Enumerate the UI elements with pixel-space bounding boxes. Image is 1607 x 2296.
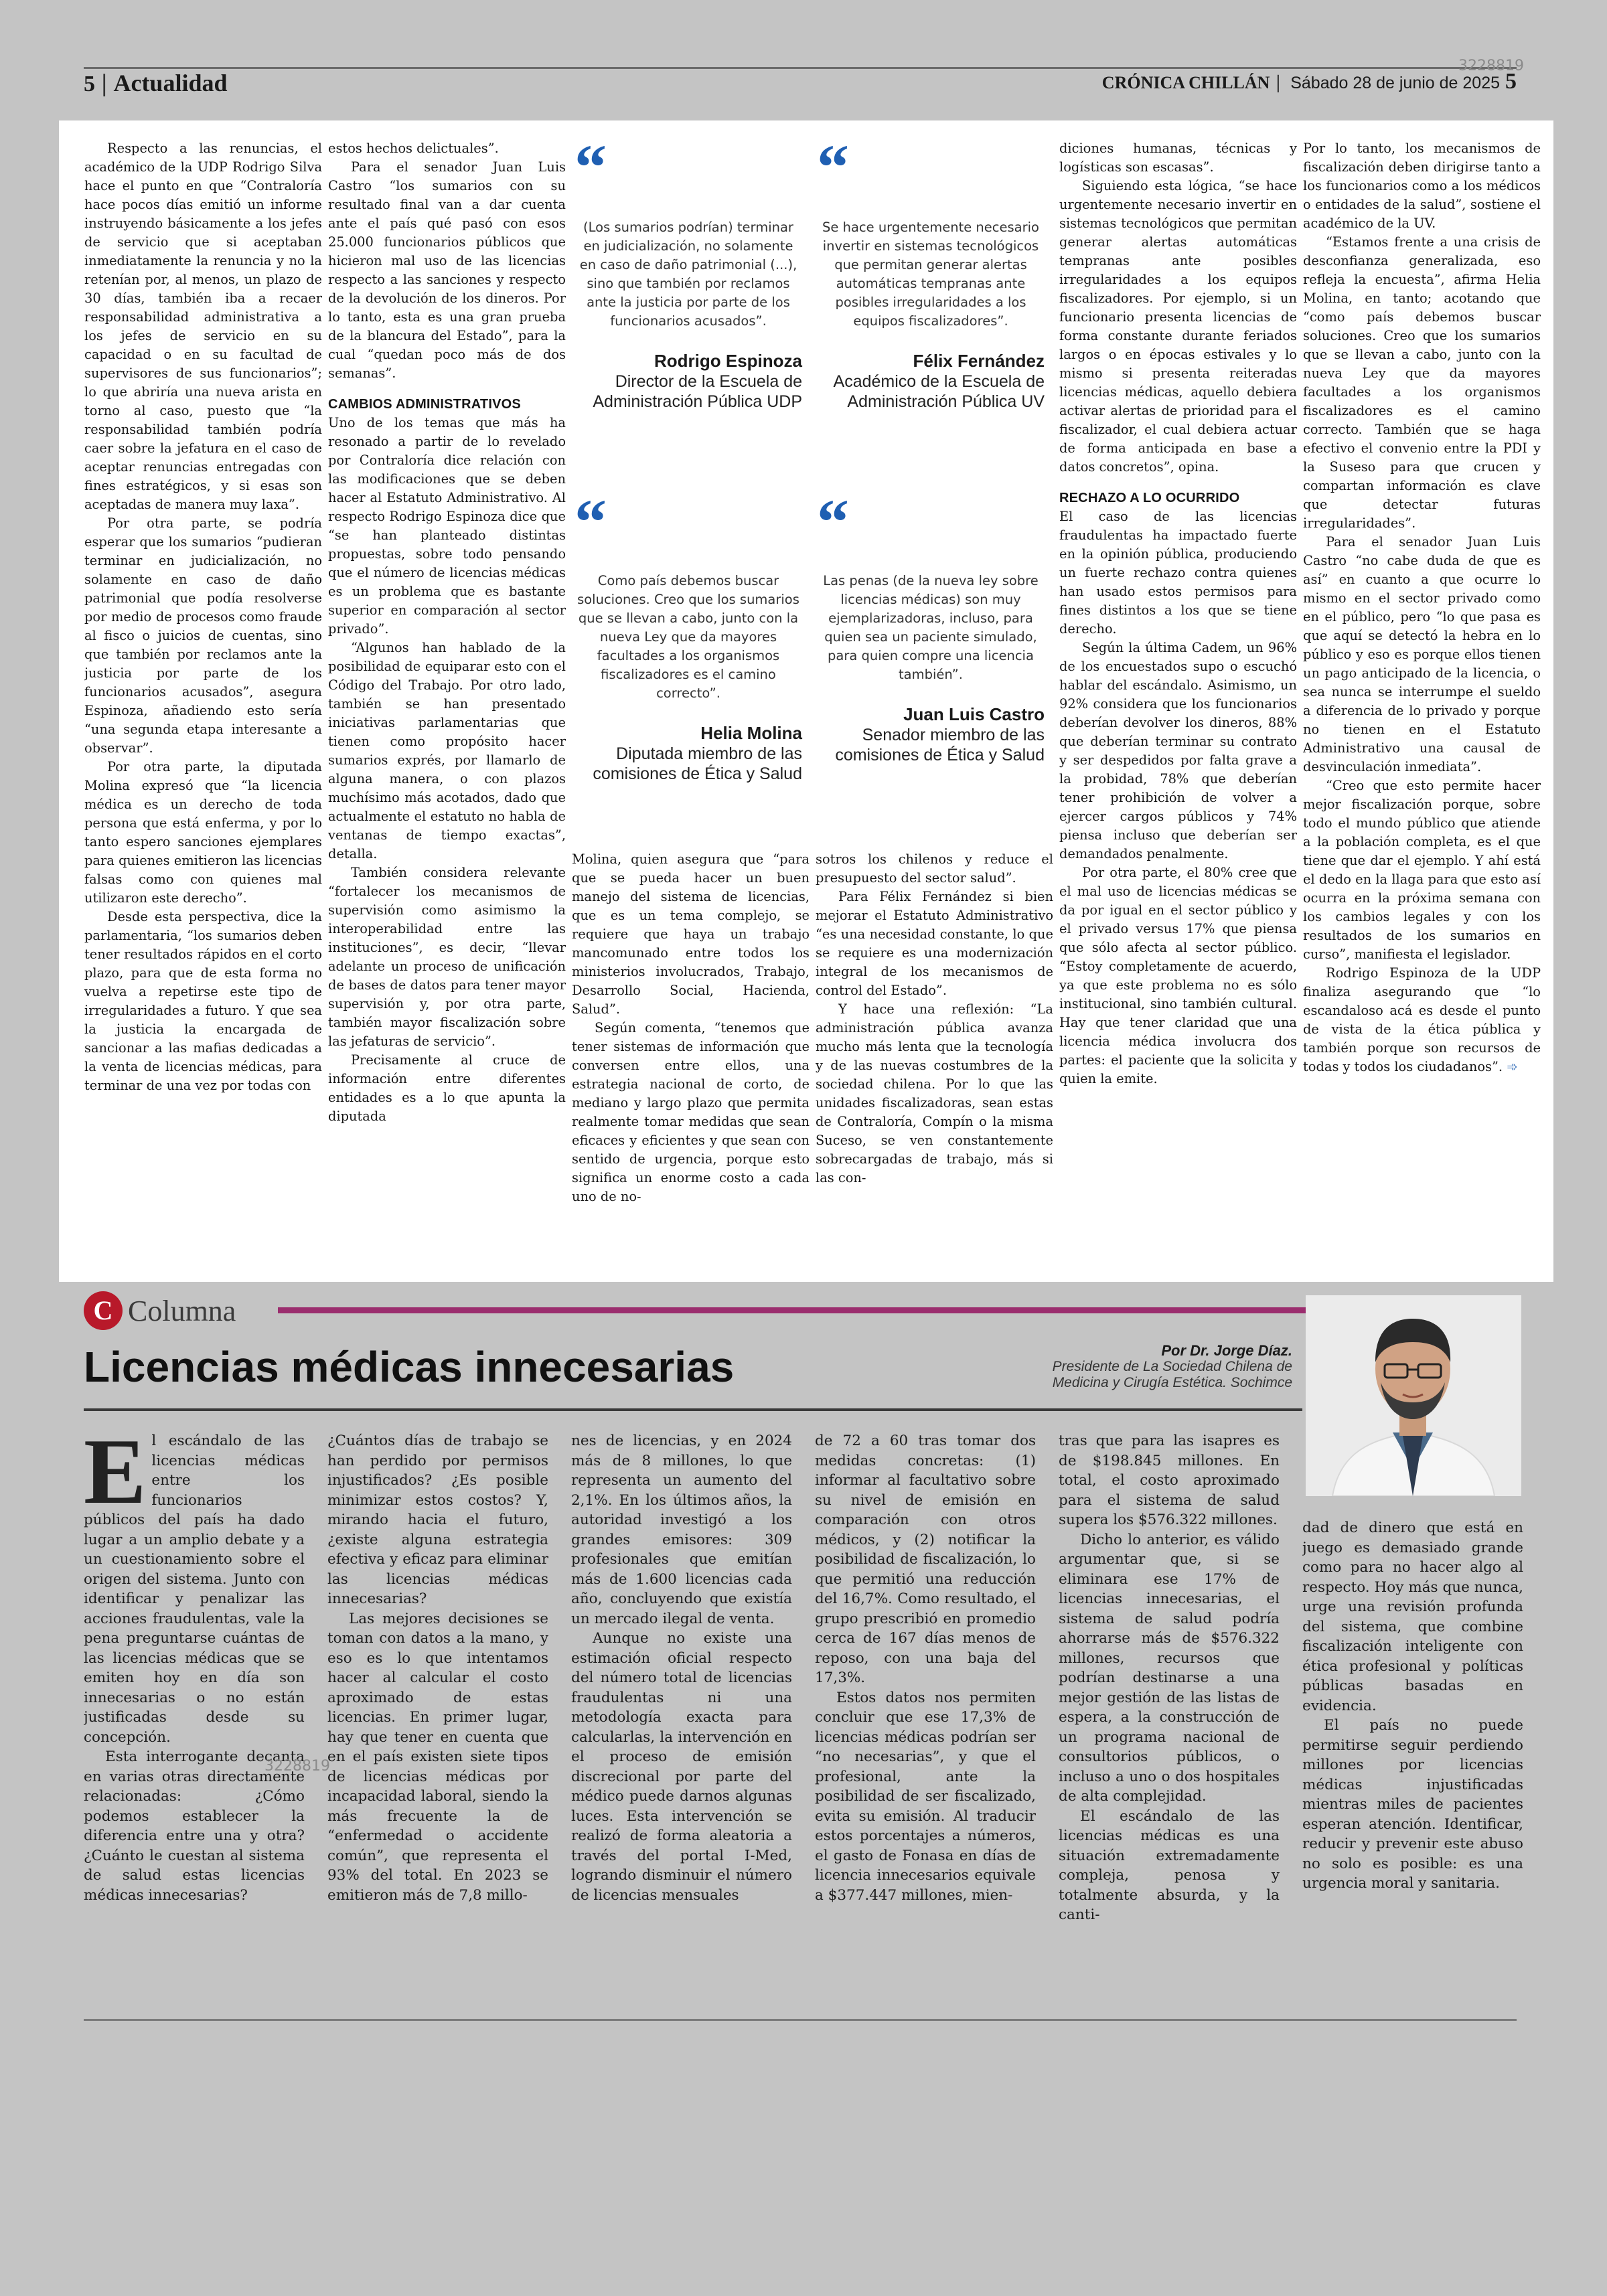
issue-date: Sábado 28 de junio de 2025 bbox=[1290, 74, 1500, 92]
column-paragraph: dad de dinero que está en juego es demasiado grande como para no hacer algo al respecto. Hoy más que nunca, urge una revisión profunda del sistema, que combine fiscalización inteligente con ética profesional y políticas públicas basadas en evidencia. bbox=[1302, 1520, 1523, 1714]
column-text-col-1 bbox=[84, 1431, 305, 1905]
column-opening-text: l escándalo de las licencias médicas entre los funcionarios públicos del país ha dado lugar a un amplio debate y a un cuestionamiento sobre el origen del sistema. Junto con identificar y penalizar las acciones fraudulentas, vale la pena preguntarse cuántas de las licencias médicas que se emiten hoy en día son innecesarias o no están justificadas desde su concepción. bbox=[84, 1432, 305, 1746]
article-paragraph: estos hechos delictuales”. bbox=[328, 141, 499, 156]
column-accent-bar bbox=[278, 1307, 1383, 1313]
column-paragraph: ¿Cuántos días de trabajo se han perdido por permisos injustificados? ¿Es posible minimizar estos costos? Y, mirando hacia el futuro, ¿existe alguna estrategia efectiva y eficaz para eliminar las licencias médicas innecesarias? bbox=[327, 1432, 548, 1607]
column-title: Licencias médicas innecesarias bbox=[84, 1343, 735, 1391]
article-column-4 bbox=[816, 850, 1053, 1258]
article-paragraph: Según la última Cadem, un 96% de los encuestados supo o escuchó hablar del escándalo. Asimismo, un 92% considera que los funcionarios deberían devolver los dineros, 88% que deberían terminar su contrato y ser despedidos por falta grave a la probidad, 78% que deberían tener prohibición de volver a ejercer cargos públicos y 74% piensa incluso que deberían ser demandados penalmente. bbox=[1059, 640, 1297, 862]
article-paragraph: “Algunos han hablado de la posibilidad de equiparar esto con el Código del Trabajo. Por otro lado, también se han presentado iniciativas parlamentarias que tienen como propósito hacer sumarios exprés, por llamarlo de alguna manera, o con plazos muchísimo más acotados, dado que actualmente el estatuto no habla de ventanas de tiempo exactas”, detalla. bbox=[328, 640, 566, 862]
column-header bbox=[84, 1289, 1517, 1335]
quote-author: Rodrigo Espinoza bbox=[654, 351, 802, 371]
column-byline bbox=[1053, 1343, 1292, 1391]
subheading-cambios: CAMBIOS ADMINISTRATIVOS bbox=[328, 397, 521, 412]
section-name: Actualidad bbox=[113, 70, 228, 96]
column-paragraph: tras que para las isapres es de $198.845 millones. En total, el costo aproximado para el sistema de salud supera los $576.322 millones. bbox=[1059, 1432, 1280, 1528]
quote-author: Juan Luis Castro bbox=[903, 704, 1045, 724]
byline-role: Medicina y Cirugía Estética. Sochimce bbox=[1052, 1375, 1292, 1390]
article-paragraph: Y hace una reflexión: “La administración pública avanza mucho más lenta que la tecnología y de las nuevas costumbres de la sociedad chilena. Por lo que las unidades fiscalizadoras, sean estas de Contraloría, Compín o la misma Suceso, se ven constantemente sobrecargadas de trabajo, más si las con- bbox=[816, 1001, 1053, 1185]
subheading-rechazo: RECHAZO A LO OCURRIDO bbox=[1059, 491, 1240, 505]
column-paragraph: El escándalo de las licencias médicas es una situación extremadamente compleja, penosa y totalmente absurda, y la canti- bbox=[1059, 1807, 1280, 1923]
article-paragraph: Molina, quien asegura que “para que se pueda hacer un buen manejo del sistema de licencias, que es un tema complejo, se requiere que haya un trabajo mancomunado entre todos los ministerios involucrados, Trabajo, Desarrollo Social, Hacienda, Salud”. bbox=[572, 851, 810, 1017]
quote-text: Las penas (de la nueva ley sobre licencias médicas) son muy ejemplarizadoras, incluso, para quien sea un paciente simulado, para quien compre una licencia también”. bbox=[823, 573, 1039, 682]
quote-mark-icon: “ bbox=[575, 131, 607, 203]
quote-author-role: Director de la Escuela de Administración Pública UDP bbox=[593, 372, 802, 411]
column-title-rule bbox=[84, 1408, 1302, 1411]
header-right bbox=[1102, 69, 1517, 94]
article-paragraph: Para Félix Fernández si bien mejorar el Estatuto Administrativo “es una necesidad constante, lo que se requiere es una modernización integral de los mecanismos de control del Estado”. bbox=[816, 889, 1053, 998]
column-paragraph: El país no puede permitirse seguir perdiendo millones por licencias médicas injustificadas mientras miles de pacientes esperan atención. Identificar, reducir y prevenir este abuso no solo es posible: es una urgencia moral y sanitaria. bbox=[1302, 1717, 1523, 1892]
article-paragraph bbox=[1303, 964, 1541, 1076]
article-column-2 bbox=[328, 139, 566, 1277]
article-paragraph: Para el senador Juan Luis Castro “no cabe duda de que es así” en cuanto a que ocurre lo mismo en el sector privado como en el público, pero “lo que pasa es que aquí se detectó la hebra en lo público y eso es porque ellos tienen un pago anticipado de la licencia, o sea nunca se interrumpe el sueldo a diferencia de lo privado y porque no tienen en el Estatuto Administrativo una causal de desvinculación inmediata”. bbox=[1303, 534, 1541, 774]
quote-mark-icon: “ bbox=[575, 486, 607, 558]
article-paragraph: El caso de las licencias fraudulentas ha impactado fuerte en la opinión pública, produciendo un fuerte rechazo contra quienes han usado estos permisos para fines distintos a los que se tiene derecho. bbox=[1059, 509, 1297, 637]
column-text-col-4 bbox=[815, 1431, 1036, 1905]
quote-author: Helia Molina bbox=[700, 723, 802, 743]
article-paragraph: “Creo que esto permite hacer mejor fiscalización porque, sobre todo el mundo público que atiende a la población completa, es el que tiene que dar el ejemplo. Y ahí está el dedo en la llaga para que esto así ocurra en la próxima semana con los cambios legales y con los resultados de los sumarios en curso”, manifiesta el legislador. bbox=[1303, 778, 1541, 962]
header-divider: | bbox=[100, 70, 108, 97]
drop-cap: E bbox=[84, 1431, 147, 1524]
column-paragraph: Aunque no existe una estimación oficial respecto del número total de licencias fraudulentas ni una metodología exacta para calcularlas, la intervención en el proceso de emisión discrecional por parte del médico puede darnos algunas luces. Esta intervención se realizó de forma aleatoria a través del portal I-Med, logrando disminuir el número de licencias mensuales bbox=[571, 1630, 792, 1904]
newspaper-name: CRÓNICA CHILLÁN bbox=[1101, 73, 1270, 92]
article-paragraph: Por lo tanto, los mecanismos de fiscalización deben dirigirse tanto a los funcionarios como a los médicos o entidades de la salud”, sostiene el académico de la UV. bbox=[1303, 141, 1541, 231]
column-paragraph: Las mejores decisiones se toman con datos a la mano, y eso es lo que intentamos hacer al calcular el costo aproximado de estas licencias. En primer lugar, hay que tener en cuenta que en el país existen siete tipos de licencias médicas por incapacidad laboral, siendo la más frecuente la de “enfermedad o accidente común”, que representa el 93% del total. En 2023 se emitieron más de 7,8 millo- bbox=[327, 1610, 548, 1904]
article-paragraph: diciones humanas, técnicas y logísticas son escasas”. bbox=[1059, 141, 1297, 175]
article-paragraph: Uno de los temas que más ha resonado a partir de lo revelado por Contraloría dice relación con las modificaciones que se deben hacer al Estatuto Administrativo. Al respecto Rodrigo Espinoza dice que “se han planteado distintas propuestas, sobre todo pensando que el número de licencias médicas es un problema que es bastante superior en comparación al sector privado”. bbox=[328, 415, 566, 637]
page-number-right: 5 bbox=[1505, 69, 1517, 94]
quote-author-role: Académico de la Escuela de Administración Pública UV bbox=[833, 372, 1045, 411]
quote-text: (Los sumarios podrían) terminar en judicialización, no solamente en caso de daño patrimonial (...), sino que también por reclamos ante la justicia por parte de los funcionarios acusados”. bbox=[579, 220, 797, 329]
quote-author: Félix Fernández bbox=[913, 351, 1045, 371]
byline-role: Presidente de La Sociedad Chilena de bbox=[1052, 1359, 1292, 1374]
news-article bbox=[59, 120, 1553, 1282]
column-paragraph: Dicho lo anterior, es válido argumentar que, si se eliminara ese 17% de licencias innecesarias, el sistema de salud podría ahorrarse más de $576.322 millones, recursos que podrían destinarse a una mejor gestión de las listas de espera, a la construcción de un programa nacional de consultorios públicos, o incluso a uno o dos hospitales de alta complejidad. bbox=[1059, 1531, 1280, 1805]
column-paragraph: nes de licencias, y en 2024 más de 8 millones, lo que representa un aumento del 2,1%. En los últimos años, la autoridad investigó a los grandes emisores: 309 profesionales que emitían más de 1.600 licencias cada año, concluyendo que existía un mercado ilegal de venta. bbox=[571, 1432, 792, 1627]
column-paragraph bbox=[84, 1431, 305, 1747]
quote-author-role: Diputada miembro de las comisiones de Ética y Salud bbox=[593, 744, 802, 783]
page-header bbox=[84, 67, 1517, 104]
article-closing-text: Rodrigo Espinoza de la UDP finaliza asegurando que “lo escandaloso acá es desde el punto de vista de la ética pública y también porque son recursos de todas y todos los ciudadanos”. bbox=[1303, 965, 1541, 1074]
article-paragraph: Por otra parte, la diputada Molina expresó que “la licencia médica es un derecho de toda persona que está enferma, y por lo tanto espero sanciones ejemplares para quienes emitieron las licencias falsas como con quienes mal utilizaron este derecho”. bbox=[84, 759, 322, 906]
article-paragraph: Precisamente al cruce de información entre diferentes entidades es a lo que apunta la diputada bbox=[328, 1052, 566, 1124]
pull-quote-castro bbox=[817, 486, 1045, 765]
quote-author-role: Senador miembro de las comisiones de Ética y Salud bbox=[835, 726, 1045, 764]
article-paragraph: sotros los chilenos y reduce el presupuesto del sector salud”. bbox=[816, 851, 1053, 886]
header-left bbox=[84, 69, 228, 97]
quote-mark-icon: “ bbox=[817, 131, 849, 203]
column-label: Columna bbox=[128, 1295, 236, 1327]
article-paragraph: Respecto a las renuncias, el académico de la UDP Rodrigo Silva hace el punto en que “Contraloría hace pocos días emitió un informe instruyendo básicamente a los jefes de servicio que si aceptaban inmediatamente la renuncia y no la retenían por, al menos, un plazo de 30 días, también iba a recaer responsabilidad administrativa a los jefes de servicio en su capacidad o en su facultad de supervisores de sus funcionarios”; lo que abriría una nueva arista en torno al caso, puesto que “la responsabilidad también podría caer sobre la jefatura en el caso de aceptar renuncias entregadas con fines estratégicos, y si esas son aceptadas de manera muy laxa”. bbox=[84, 141, 322, 512]
pull-quote-molina bbox=[575, 486, 802, 784]
quote-mark-icon: “ bbox=[817, 486, 849, 558]
watermark-mid: 3228819 bbox=[264, 1758, 330, 1775]
page-number-left: 5 bbox=[84, 72, 95, 96]
byline-author: Por Dr. Jorge Díaz. bbox=[1161, 1342, 1292, 1359]
article-paragraph: Desde esta perspectiva, dice la parlamentaria, “los sumarios deben tener resultados rápidos en el corto plazo, para que de esta forma no vuelva a repetirse este tipo de irregularidades a futuro. Y que sea la justicia la encargada de sancionar a las mafias dedicadas a la venta de licencias médicas, para terminar de una vez por todas con bbox=[84, 909, 322, 1093]
author-portrait-icon bbox=[1306, 1295, 1521, 1496]
column-paragraph: de 72 a 60 tras tomar dos medidas concretas: (1) informar al facultativo sobre su nivel de emisión en comparación con otros médicos, y (2) notificar la posibilidad de fiscalización, lo que permitió una reducción del 16,7%. Como resultado, el grupo prescribió en promedio cerca de 167 días menos de reposo, con una baja del 17,3%. bbox=[815, 1432, 1036, 1686]
article-column-3 bbox=[572, 850, 810, 1258]
column-paragraph: Esta interrogante decanta en varias otras directamente relacionadas: ¿Cómo podemos establecer la diferencia entre una y otra? ¿Cuánto le cuestan al sistema de salud estas licencias médicas innecesarias? bbox=[84, 1748, 305, 1904]
column-paragraph: Estos datos nos permiten concluir que ese 17,3% de licencias médicas podrían ser “no necesarias”, y que el profesional, ante la posibilidad de ser fiscalizado, evita su emisión. Al traducir estos porcentajes a números, el gasto de Fonasa en días de licencia innecesarios equivale a $377.447 millones, mien- bbox=[815, 1689, 1036, 1904]
article-paragraph: “Estamos frente a una crisis de desconfianza generalizada, eso refleja la encuesta”, afirma Helia Molina, en tanto; acotando que “como país debemos buscar soluciones. Creo que los sumarios que se llevan a cabo, junto con la nueva Ley que da mayores facultades a los organismos fiscalizadores es el camino correcto. También que se haga efectivo el convenio entre la PDI y la Suseso para que crucen y compartan información es clave que detectar futuras irregularidades”. bbox=[1303, 234, 1541, 531]
header-divider-right: | bbox=[1275, 73, 1282, 93]
article-paragraph: Según comenta, “tenemos que tener sistemas de información que conversen entre ellos, una estrategia nacional de corto, de mediano y largo plazo que permita realmente tomar medidas que sean eficaces y eficientes y que sean con sentido de urgencia, porque esto significa un enorme costo a cada uno de no- bbox=[572, 1020, 810, 1204]
article-column-1 bbox=[84, 139, 322, 1277]
watermark-top: 3228819 bbox=[1458, 58, 1524, 74]
article-column-6 bbox=[1303, 139, 1541, 1277]
column-text-col-5 bbox=[1059, 1431, 1280, 1925]
end-arrow-icon: ➾ bbox=[1507, 1059, 1518, 1074]
article-paragraph: Para el senador Juan Luis Castro “los sumarios con su resultado final van a dar cuenta ante el país qué pasó con esos 25.000 funcionarios públicos que hicieron mal uso de las licencias respecto a las sanciones y respecto de la devolución de los dineros. Por lo tanto, esta es una gran prueba de la blancura del Estado”, para la cual “quedan poco más de dos semanas”. bbox=[328, 159, 566, 381]
quote-text: Como país debemos buscar soluciones. Creo que los sumarios que se llevan a cabo, junto con la nueva Ley que da mayores facultades a los organismos fiscalizadores es el camino correcto”. bbox=[577, 573, 799, 701]
column-text-col-3 bbox=[571, 1431, 792, 1905]
article-paragraph: Por otra parte, se podría esperar que los sumarios “pudieran terminar en judicialización, no solamente en caso de daño patrimonial que podía resolverse por medio de procesos como fraude al fisco o juicios de cuentas, sino que también por reclamos ante la justicia por parte de los funcionarios acusados”, asegura Espinoza, añadiendo esto sería “una segunda etapa interesante a observar”. bbox=[84, 515, 322, 756]
column-text-col-2 bbox=[327, 1431, 548, 1905]
article-paragraph: También considera relevante “fortalecer los mecanismos de supervisión como asimismo la interoperabilidad entre las instituciones”, es decir, “llevar adelante un proceso de unificación de bases de datos para tener mayor supervisión y, por otra parte, también mayor fiscalización sobre las jefaturas de servicio”. bbox=[328, 865, 566, 1049]
author-photo bbox=[1306, 1295, 1521, 1496]
column-text-col-6 bbox=[1302, 1518, 1523, 1894]
quote-text: Se hace urgentemente necesario invertir en sistemas tecnológicos que permitan generar alertas automáticas tempranas ante posibles irregularidades a los equipos fiscalizadores”. bbox=[822, 220, 1039, 329]
article-column-5 bbox=[1059, 139, 1297, 1277]
pull-quote-espinoza bbox=[575, 131, 802, 412]
article-paragraph: Por otra parte, el 80% cree que el mal uso de licencias médicas se da por igual en el sector público y el privado versus 17% que piensa que sólo afecta al sector público. “Estoy completamente de acuerdo, ya que este problema no es sólo institucional, sino también cultural. Hay que tener claridad que una licencia médica involucra dos partes: el paciente que la solicita y quien la emite. bbox=[1059, 865, 1297, 1086]
bottom-rule bbox=[84, 2019, 1517, 2021]
article-paragraph: Siguiendo esta lógica, “se hace urgentemente necesario invertir en sistemas tecnológicos que permitan generar alertas automáticas tempranas ante posibles irregularidades a los equipos fiscalizadores. Por ejemplo, si un funcionario presenta licencias de forma constante durante feriados largos o en épocas estivales y lo mismo si presenta reiteradas licencias médicas, aquello debiera activar alertas de prioridad para el fiscalizador, el cual debiera actuar de forma anticipada en base a datos concretos”, opina. bbox=[1059, 178, 1297, 475]
column-logo-icon: C bbox=[84, 1291, 123, 1330]
pull-quote-fernandez bbox=[817, 131, 1045, 412]
